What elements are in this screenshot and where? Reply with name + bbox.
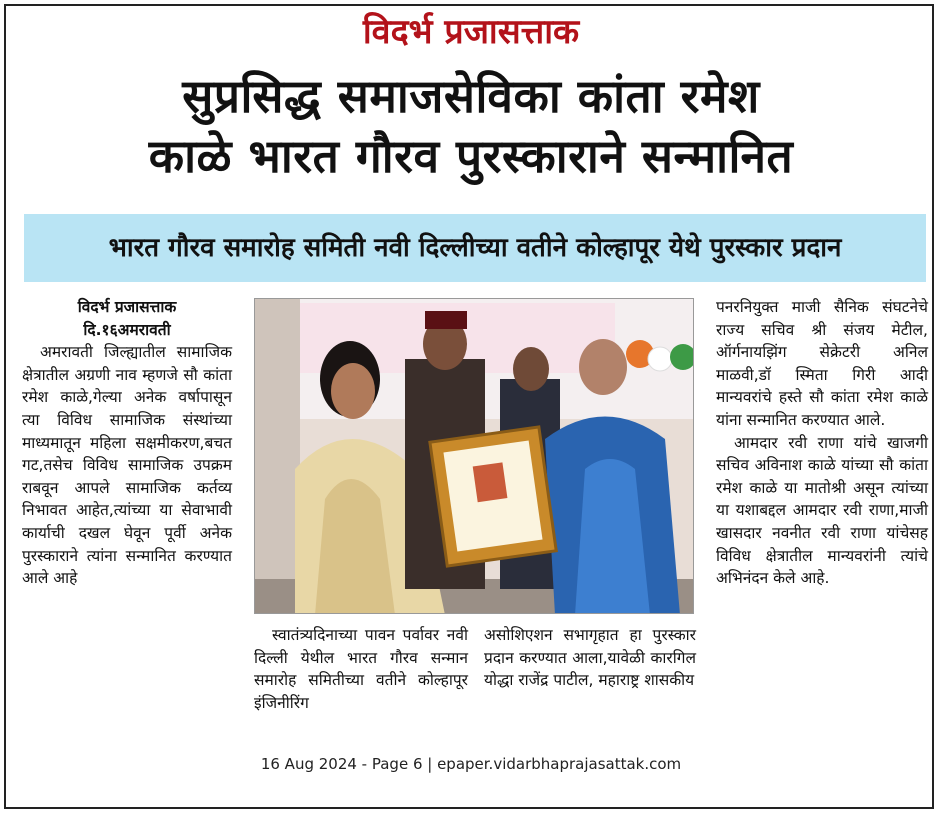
article-column-2 (254, 624, 468, 714)
article-paragraph: अमरावती जिल्ह्यातील सामाजिक क्षेत्रातील अग्रणी नाव म्हणजे सौ कांता रमेश काळे,गेल्या अनेक वर्षापासून त्या विविध सामाजिक संस्थांच्या माध्यमातून महिला सक्षमीकरण,बचत गट,तसेच विविध सामाजिक उपक्रम राबवून आपले सामाजिक कर्तव्य निभावत आहेत,त्यांच्या या सेवाभावी कार्याची दखल घेवून पूर्वी अनेक पुरस्काराने त्यांना सन्मानित करण्यात आले आहे (22, 343, 232, 588)
award-ceremony-photo (254, 298, 694, 614)
subheadline-text: भारत गौरव समारोह समिती नवी दिल्लीच्या वतीने कोल्हापूर येथे पुरस्कार प्रदान (108, 233, 842, 263)
byline-source: विदर्भ प्रजासत्ताक (77, 298, 177, 316)
article-paragraph: असोशिएशन सभागृहात हा पुरस्कार प्रदान करण्यात आला,यावेळी कारगिल योद्धा राजेंद्र पाटील, महाराष्ट्र शासकीय (484, 626, 696, 690)
headline-line-1: सुप्रसिद्ध समाजसेविका कांता रमेश (182, 69, 760, 123)
article-column-3 (484, 624, 696, 692)
subheadline-banner (24, 214, 926, 282)
article-paragraph: आमदार रवी राणा यांचे खाजगी सचिव अविनाश काळे यांच्या सौ कांता रमेश काळे या मातोश्री असून त्यांच्या या यशाबद्दल आमदार रवी राणा,माजी खासदार नवनीत रवी राणा यांचेसह विविध क्षेत्रातील मान्यवरांनी त्यांचे अभिनंदन केले आहे. (716, 433, 928, 588)
article-headline (0, 66, 942, 186)
article-paragraph: पनरनियुक्त माजी सैनिक संघटनेचे राज्य सचिव श्री संजय मेटील, ऑर्गनायझिंग सेक्रेटरी अनिल माळवी,डॉ स्मिता गिरी आदी मान्यवरांचे हस्ते सौ कांता रमेश काळे यांना सन्मानित करण्यात आले. (716, 298, 928, 429)
article-paragraph: स्वातंत्र्यदिनाच्या पावन पर्वावर नवी दिल्ली येथील भारत गौरव सन्मान समारोह समितीच्या वतीने कोल्हापूर इंजिनीरिंग (254, 626, 468, 712)
article-column-1 (22, 296, 232, 590)
page-footer: 16 Aug 2024 - Page 6 | epaper.vidarbhaprajasattak.com (260, 755, 682, 773)
article-column-4 (716, 296, 928, 590)
byline-dateline: दि.१६अमरावती (83, 320, 171, 339)
newspaper-masthead: विदर्भ प्रजासत्ताक (362, 12, 580, 52)
headline-line-2: काळे भारत गौरव पुरस्काराने सन्मानित (148, 129, 794, 183)
